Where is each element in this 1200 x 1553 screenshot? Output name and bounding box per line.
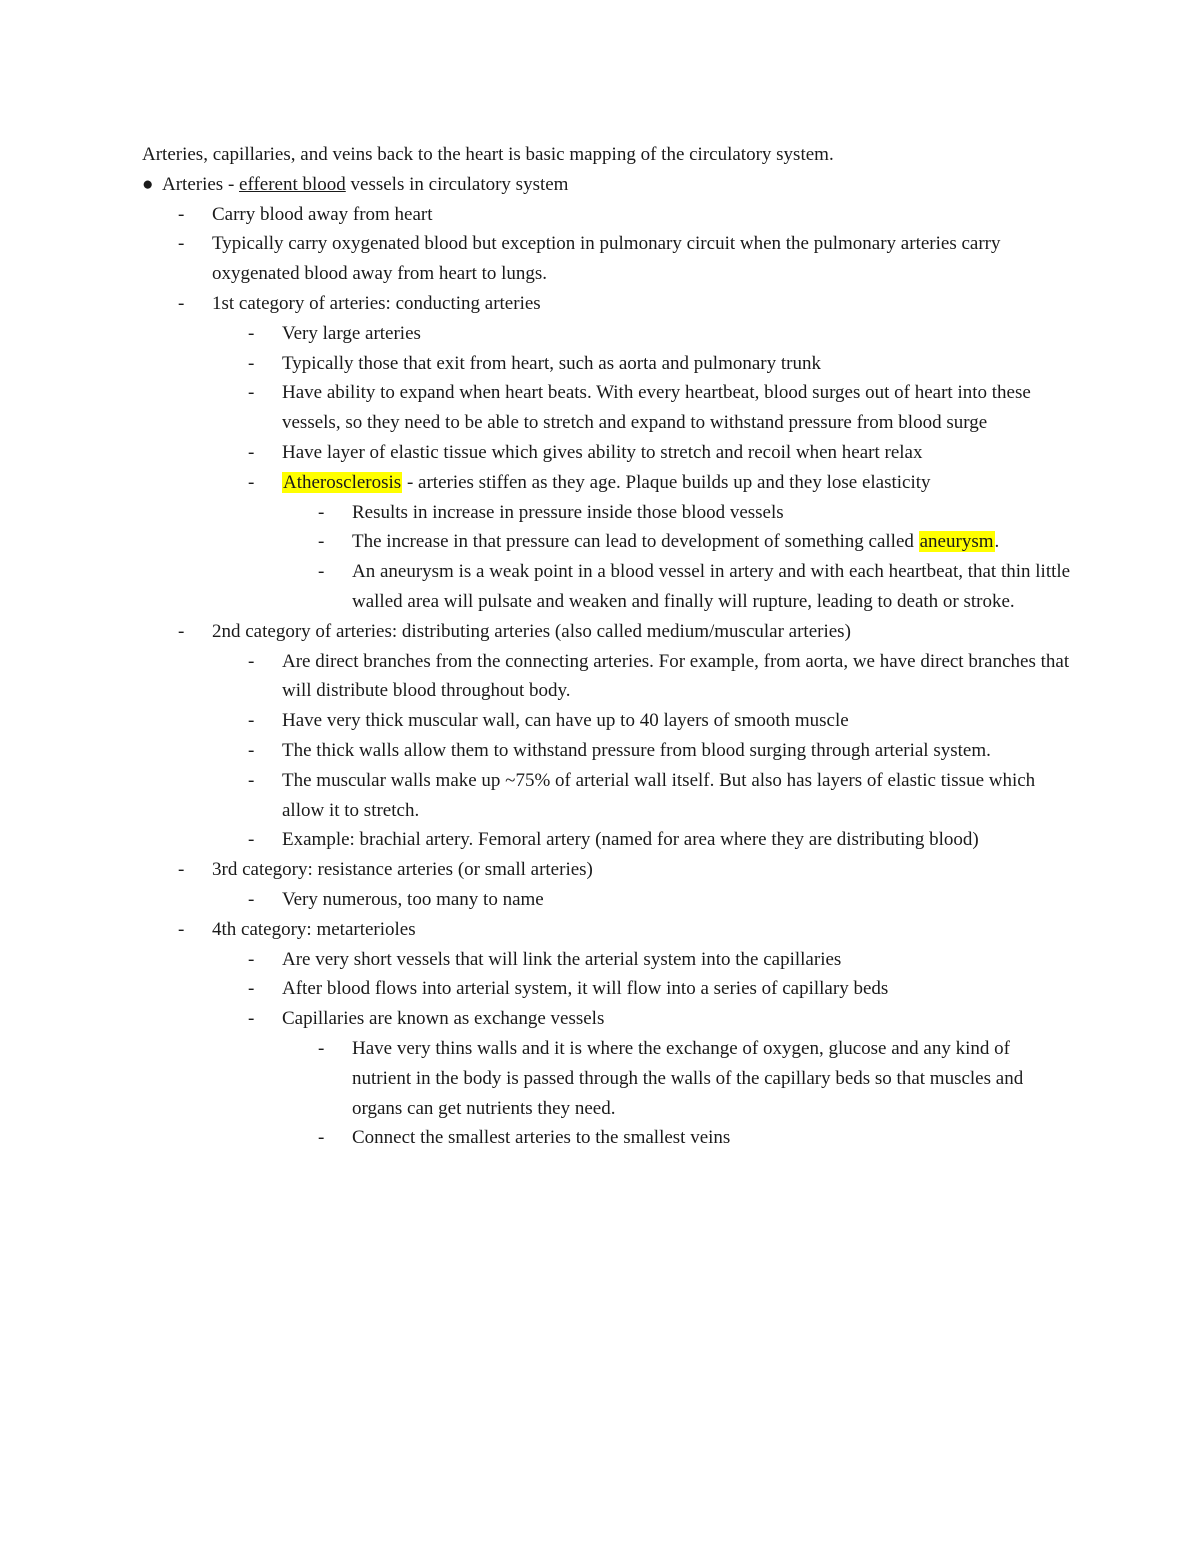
list-item-text: The increase in that pressure can lead to development of something called [352, 531, 919, 553]
list-item-text: Have layer of elastic tissue which gives ability to stretch and recoil when heart relax [282, 441, 923, 463]
dash-marker: - [248, 441, 255, 463]
distributing-arteries-item [142, 617, 1072, 647]
list-item [142, 945, 1072, 975]
list-item [142, 229, 1072, 289]
list-item-text: Results in increase in pressure inside those blood vessels [352, 501, 784, 523]
list-item [142, 974, 1072, 1004]
conducting-arteries-item [142, 289, 1072, 319]
list-item-text: 1st category of arteries: conducting arteries [212, 292, 541, 314]
document-body [142, 140, 1072, 1153]
list-item [142, 885, 1072, 915]
resistance-arteries-item [142, 855, 1072, 885]
level-1-list [142, 617, 1072, 647]
list-item [142, 647, 1072, 707]
arteries-separator: - [223, 173, 240, 195]
list-item-text: 2nd category of arteries: distributing arteries (also called medium/muscular arteries) [212, 620, 851, 642]
arteries-sublists [142, 200, 1072, 1154]
list-item-text: An aneurysm is a weak point in a blood vessel in artery and with each heartbeat, that thin little walled area will pulsate and weaken and finally will rupture, leading to death or stroke. [352, 561, 1071, 612]
list-item [142, 349, 1072, 379]
list-item-text: The thick walls allow them to withstand pressure from blood surging through arterial system. [282, 739, 991, 761]
dash-marker: - [248, 829, 255, 851]
list-item [142, 200, 1072, 230]
list-item [142, 736, 1072, 766]
list-item-text: Very numerous, too many to name [282, 888, 544, 910]
list-item-text: Are very short vessels that will link the arterial system into the capillaries [282, 948, 842, 970]
list-item-text: The muscular walls make up ~75% of arterial wall itself. But also has layers of elastic tissue which allow it to stretch. [282, 769, 1036, 821]
level-3-list [142, 1034, 1072, 1153]
list-item-text: . [994, 531, 1000, 553]
list-item-text: After blood flows into arterial system, it will flow into a series of capillary beds [282, 978, 889, 1000]
level-2-list [142, 647, 1072, 856]
level-1-list [142, 915, 1072, 945]
list-item [142, 378, 1072, 438]
arteries-term: Arteries [162, 173, 224, 195]
list-item [142, 319, 1072, 349]
list-item [142, 706, 1072, 736]
main-bullet-list [142, 170, 1072, 1153]
dash-marker: - [248, 1008, 255, 1030]
list-item-text: 3rd category: resistance arteries (or small arteries) [212, 859, 593, 881]
list-item [142, 1034, 1072, 1123]
efferent-blood-underlined: efferent blood [239, 173, 346, 195]
list-item-text: Are direct branches from the connecting arteries. For example, from aorta, we have direct branches that will distribute blood throughout body. [282, 650, 1070, 702]
dash-marker: - [248, 948, 255, 970]
list-item-text: Connect the smallest arteries to the smallest veins [352, 1127, 731, 1149]
list-item [142, 498, 1072, 528]
list-item [142, 825, 1072, 855]
list-item-text: Typically those that exit from heart, such as aorta and pulmonary trunk [282, 352, 821, 374]
dash-marker: - [248, 769, 255, 791]
list-item-text: Have very thick muscular wall, can have up to 40 layers of smooth muscle [282, 710, 849, 732]
dash-marker: - [318, 1037, 325, 1059]
list-item-text: Very large arteries [282, 322, 421, 344]
list-item-text: Typically carry oxygenated blood but exception in pulmonary circuit when the pulmonary arteries carry oxygenated blood away from heart to lungs. [212, 233, 1001, 285]
arteries-bullet [142, 170, 1072, 1153]
dash-marker: - [178, 292, 185, 314]
level-2-list [142, 885, 1072, 915]
dash-marker: - [178, 233, 185, 255]
level-3-list [142, 498, 1072, 617]
dash-marker: - [248, 978, 255, 1000]
arteries-definition: vessels in circulatory system [345, 173, 569, 195]
list-item [142, 766, 1072, 826]
metarterioles-item [142, 915, 1072, 945]
dash-marker: - [248, 710, 255, 732]
dash-marker: - [248, 471, 255, 493]
list-item [142, 557, 1072, 617]
list-item [142, 1004, 1072, 1034]
dash-marker: - [318, 531, 325, 553]
dash-marker: - [248, 650, 255, 672]
dash-marker: - [318, 1127, 325, 1149]
dash-marker: - [248, 739, 255, 761]
dash-marker: - [178, 859, 185, 881]
dash-marker: - [248, 382, 255, 404]
dash-marker: - [248, 352, 255, 374]
bullet-marker: ● [142, 173, 154, 195]
list-item-text: Capillaries are known as exchange vessels [282, 1008, 605, 1030]
list-item [142, 438, 1072, 468]
dash-marker: - [178, 203, 185, 225]
level-2-list [142, 945, 1072, 1034]
list-item-text: Have ability to expand when heart beats. With every heartbeat, blood surges out of heart into these vessels, so they need to be able to stretch and expand to withstand pressure from blood surge [282, 382, 1031, 434]
level-2-list [142, 319, 1072, 498]
level-1-list [142, 200, 1072, 319]
list-item-text: 4th category: metarterioles [212, 918, 416, 940]
list-item-text: Carry blood away from heart [212, 203, 433, 225]
aneurysm-item [142, 527, 1072, 557]
dash-marker: - [178, 918, 185, 940]
list-item-text: - arteries stiffen as they age. Plaque builds up and they lose elasticity [402, 471, 931, 493]
dash-marker: - [318, 561, 325, 583]
list-item-text: Have very thins walls and it is where the exchange of oxygen, glucose and any kind of nutrient in the body is passed through the walls of the capillary beds so that muscles and organs can get nutrients they need. [352, 1037, 1024, 1119]
aneurysm-highlight: aneurysm [919, 531, 994, 553]
atherosclerosis-highlight: Atherosclerosis [283, 471, 402, 493]
level-1-list [142, 855, 1072, 885]
dash-marker: - [248, 322, 255, 344]
list-item [142, 1123, 1072, 1153]
dash-marker: - [248, 888, 255, 910]
list-item-text: Example: brachial artery. Femoral artery (named for area where they are distributing blood) [282, 829, 979, 851]
intro-paragraph: Arteries, capillaries, and veins back to the heart is basic mapping of the circulatory system. [142, 144, 834, 165]
dash-marker: - [318, 501, 325, 523]
atherosclerosis-item [142, 468, 1072, 498]
dash-marker: - [178, 620, 185, 642]
